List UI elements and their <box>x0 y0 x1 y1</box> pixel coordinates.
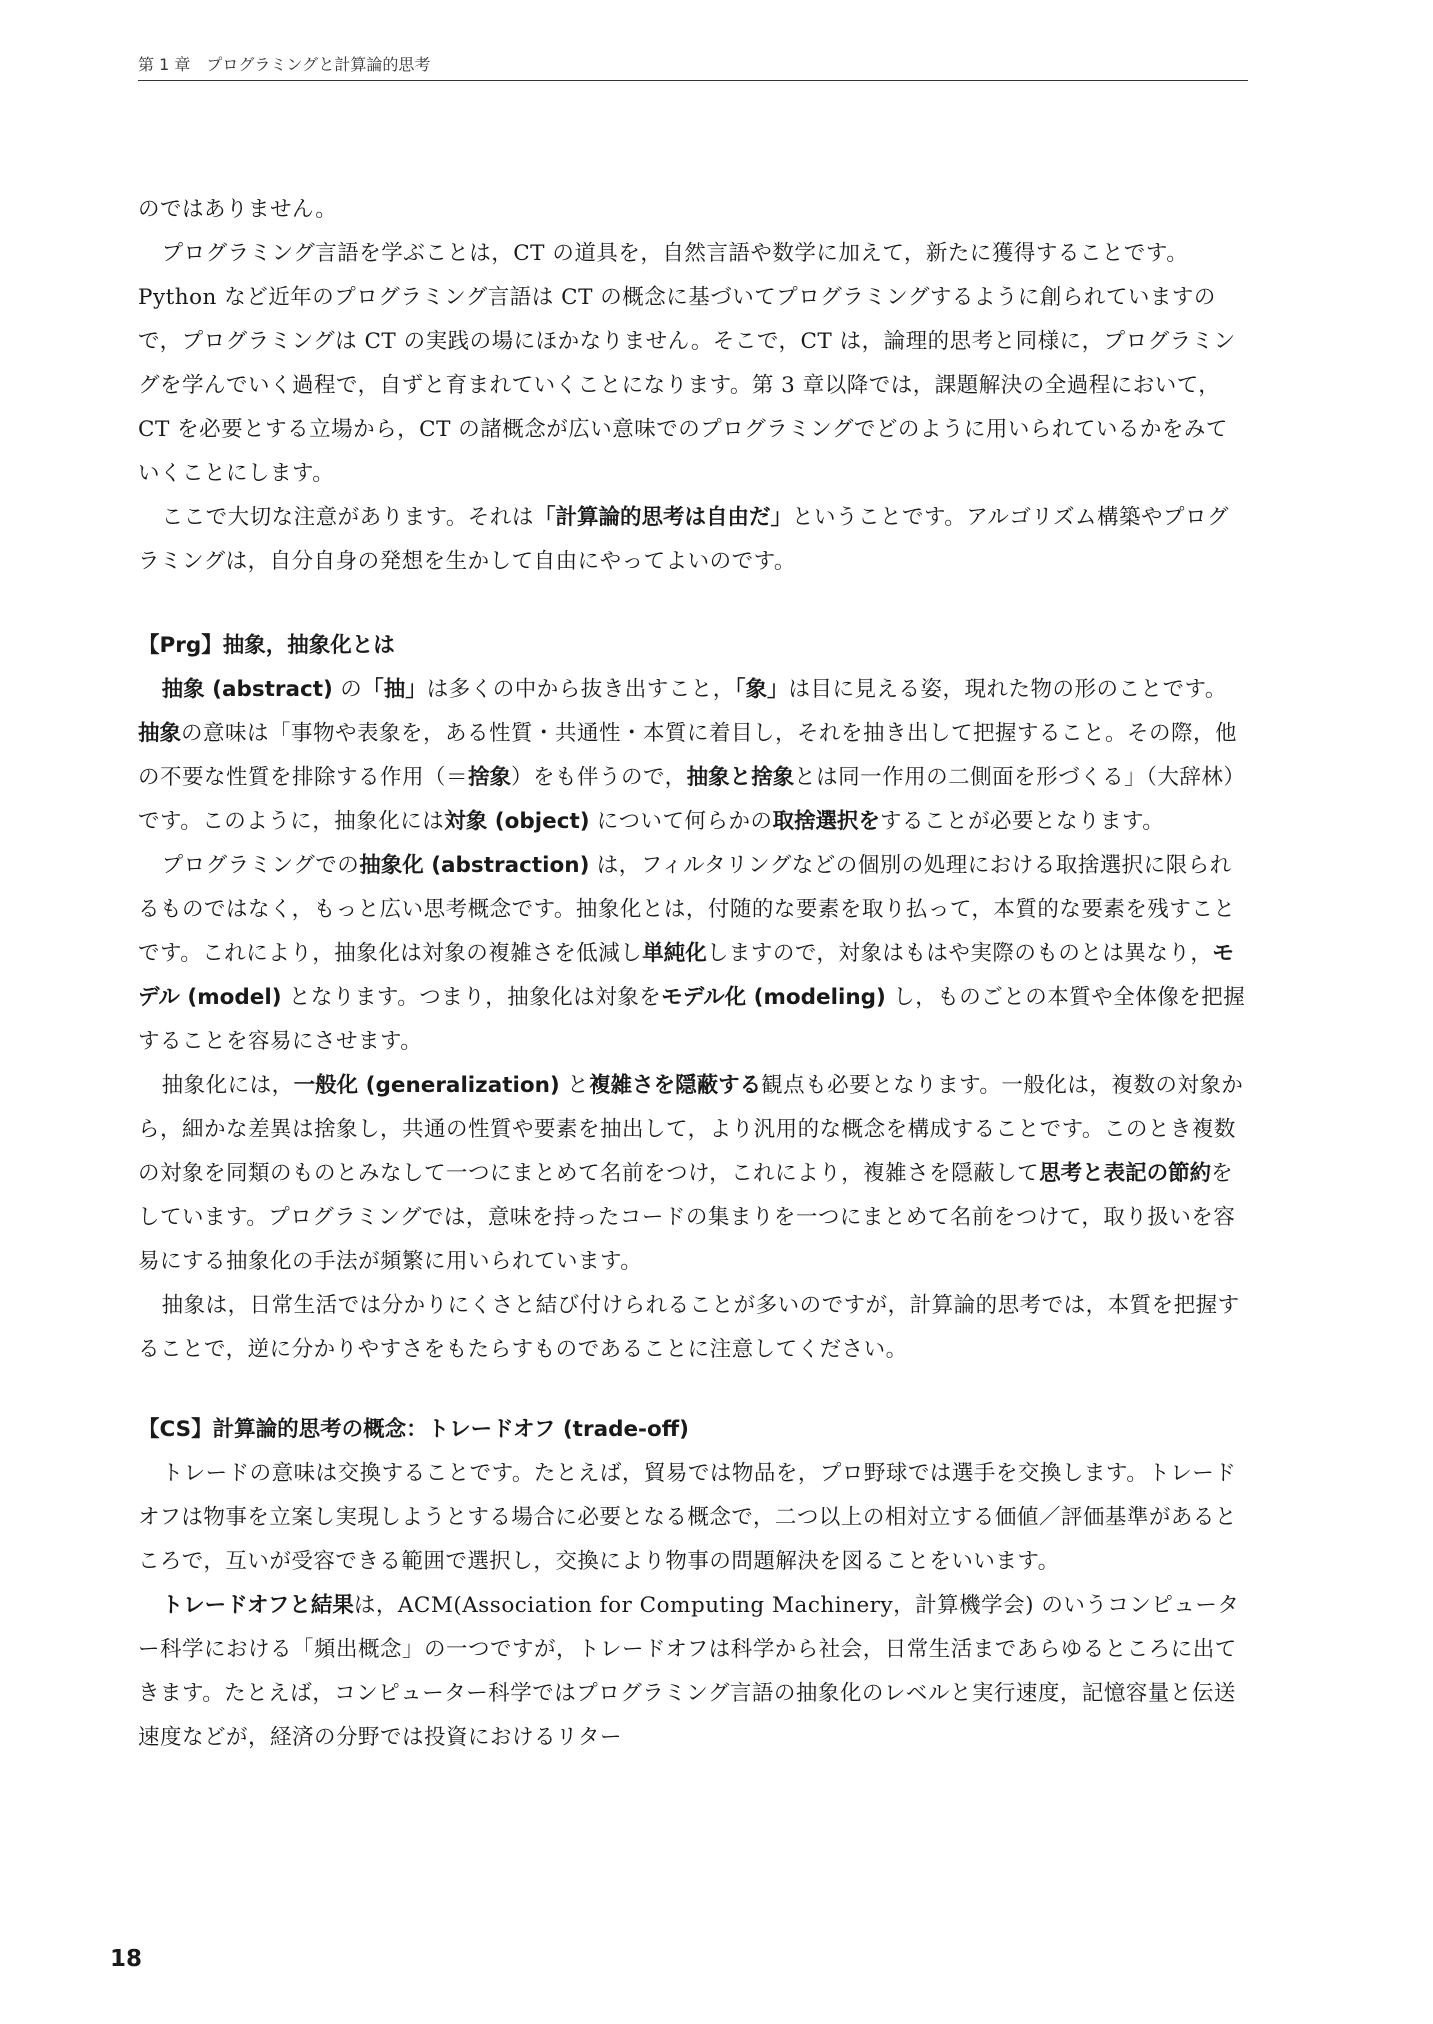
emphasis: 捨象 <box>468 765 512 790</box>
emphasis: 抽象化 (abstraction) <box>359 853 590 878</box>
paragraph <box>138 844 1248 1064</box>
section-heading-prg: 【Prg】抽象，抽象化とは <box>138 633 395 658</box>
paragraph: トレードオフと結果は，ACM(Association for Computing Machinery，計算機学会) のいうコンピューター科学における「頻出概念」の一つですが，トレードオフは科学から社会，日常生活まであらゆるところに出てきます。たとえば，コンピューター科学ではプログラミング言語の抽象化のレベルと実行速度，記憶容量と伝送速度などが，経済の分野では投資におけるリター <box>138 1593 1240 1750</box>
emphasis: 「抽」 <box>362 677 427 702</box>
section-heading-cs: 【CS】計算論的思考の概念：トレードオフ (trade-off) <box>138 1417 689 1442</box>
emphasis: 複雑さを隠蔽する <box>589 1073 762 1098</box>
emphasis: 「計算論的思考は自由だ」 <box>533 505 792 530</box>
text-run: の意味は「事物や表象を，ある性質・共通性・本質に着目し，それを抽き出して把握すること。その際，他の不要な性質を排除する作用（＝ <box>138 721 1238 790</box>
emphasis: 抽象 <box>138 721 182 746</box>
text-run: することが必要となります。 <box>880 809 1165 834</box>
paragraph: プログラミング言語を学ぶことは，CT の道具を，自然言語や数学に加えて，新たに獲得することです。Python など近年のプログラミング言語は CT の概念に基づいてプログラミングするように創られていますので，プログラミングは CT の実践の場にほかなりません。そこで，CT は，論理的思考と同様に，プログラミングを学んでいく過程で，自ずと育まれていくことになります。第 3 章以降では，課題解決の全過程において，CT を必要とする立場から，CT の諸概念が広い意味でのプログラミングでどのように用いられているかをみていくことにします。 <box>138 241 1236 486</box>
paragraph: のではありません。 <box>138 197 338 222</box>
running-header: 第 1 章 プログラミングと計算論的思考 <box>138 55 431 74</box>
emphasis: 抽象と捨象 <box>686 765 795 790</box>
emphasis: 取捨選択を <box>772 809 880 834</box>
text-run: 観点も必要となります。一般化は，複数の対象から，細かな差異は捨象し，共通の性質や要素を抽出して，より汎用的な概念を構成することです。このとき複数の対象を同類のものとみなして一つにまとめて名前をつけ，これにより，複雑さを隠蔽して <box>138 1073 1244 1186</box>
emphasis: 対象 (object) <box>444 809 590 834</box>
text-run: ）をも伴うので， <box>511 765 687 790</box>
emphasis: 一般化 (generalization) <box>293 1073 560 1098</box>
emphasis: モデル化 (modeling) <box>661 985 886 1010</box>
text-run: をしています。プログラミングでは，意味を持ったコードの集まりを一つにまとめて名前をつけて，取り扱いを容易にする抽象化の手法が頻繁に用いられています。 <box>138 1161 1236 1274</box>
text-run: は，フィルタリングなどの個別の処理における取捨選択に限られるものではなく，もっと広い思考概念です。抽象化とは，付随的な要素を取り払って，本質的な要素を残すことです。これにより，抽象化は対象の複雑さを低減し <box>138 853 1236 966</box>
text-run: 抽象化には， <box>161 1073 294 1098</box>
emphasis: 単純化 <box>642 941 707 966</box>
paragraph: ここで大切な注意があります。それは「計算論的思考は自由だ」ということです。アルゴリズム構築やプログラミングは，自分自身の発想を生かして自由にやってよいのです。 <box>138 505 1229 574</box>
text-run: は目に見える姿，現れた物の形のことです。 <box>788 677 1227 702</box>
emphasis: モデル (model) <box>138 941 1234 1010</box>
header-rule <box>138 80 1248 81</box>
text-run: とは同一作用の二側面を形づくる」（大辞林）です。このように，抽象化には <box>138 765 1246 834</box>
paragraph <box>138 1064 1248 1284</box>
emphasis: トレードオフと結果 <box>161 1593 354 1618</box>
emphasis: 「象」 <box>734 677 789 702</box>
body-text <box>138 188 1248 1760</box>
text-run: と <box>559 1073 590 1098</box>
page-number: 18 <box>110 1946 143 1972</box>
emphasis: 思考と表記の節約 <box>1039 1161 1212 1186</box>
text-run: し，ものごとの本質や全体像を把握することを容易にさせます。 <box>138 985 1246 1054</box>
paragraph: 抽象は，日常生活では分かりにくさと結び付けられることが多いのですが，計算論的思考では，本質を把握することで，逆に分かりやすさをもたらすものであることに注意してください。 <box>138 1293 1240 1362</box>
text-run: プログラミングでの <box>161 853 360 878</box>
text-run: の <box>332 677 363 702</box>
emphasis: 抽象 (abstract) <box>161 677 333 702</box>
text-run: しますので，対象はもはや実際のものとは異なり， <box>706 941 1213 966</box>
paragraph <box>138 668 1248 844</box>
paragraph: トレードの意味は交換することです。たとえば，貿易では物品を，プロ野球では選手を交換します。トレードオフは物事を立案し実現しようとする場合に必要となる概念で，二つ以上の相対立する価値／評価基準があるところで，互いが受容できる範囲で選択し，交換により物事の問題解決を図ることをいいます。 <box>138 1461 1237 1574</box>
text-run: となります。つまり，抽象化は対象を <box>281 985 662 1010</box>
text-run: について何らかの <box>589 809 773 834</box>
text-run: は多くの中から抜き出すこと， <box>426 677 735 702</box>
